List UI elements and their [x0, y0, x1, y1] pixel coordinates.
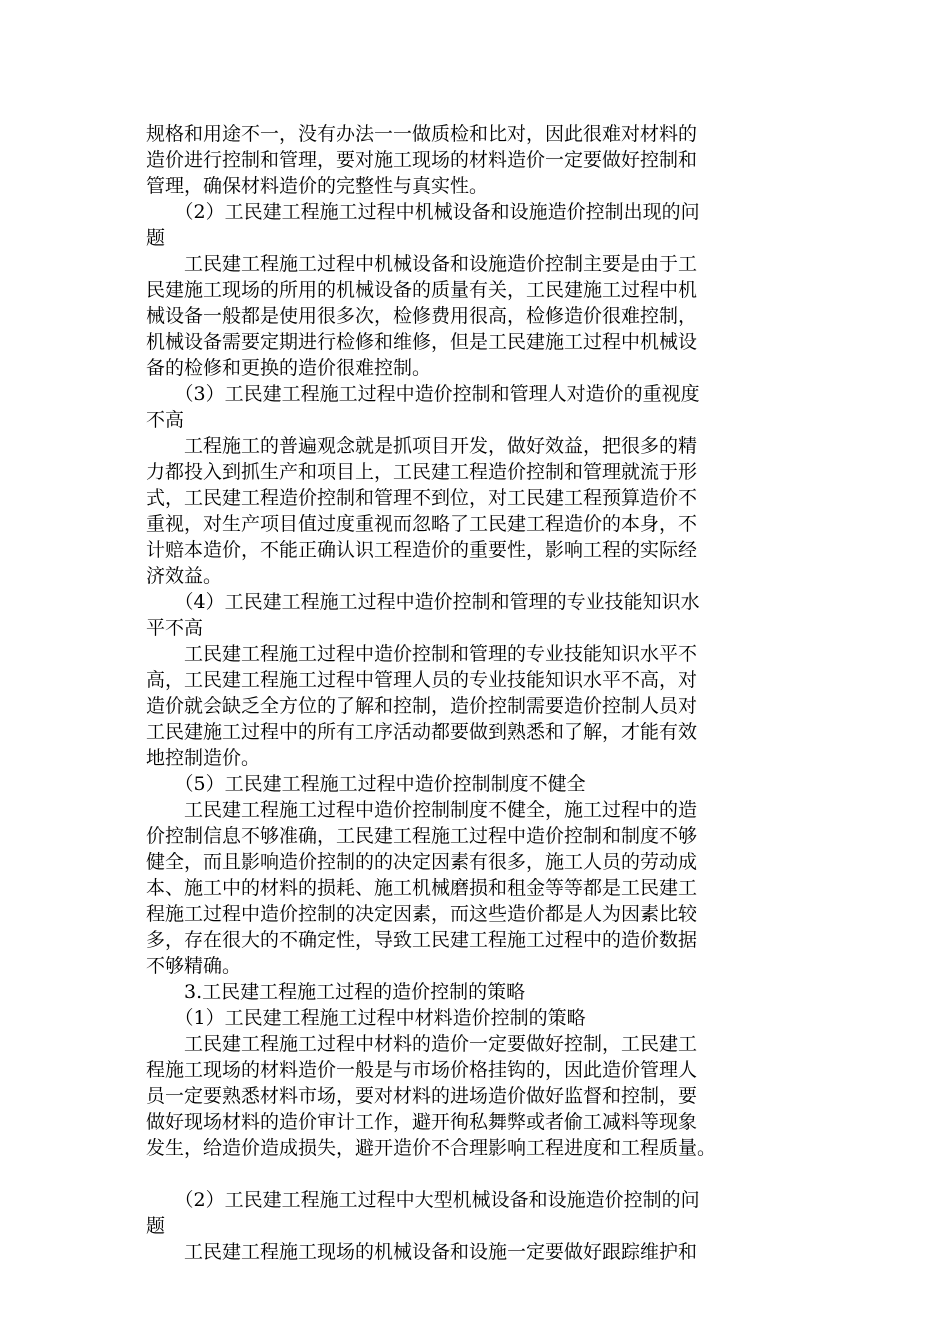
- text-line: （5）工民建工程施工过程中造价控制制度不健全: [146, 773, 586, 795]
- text-line: 程施工现场的材料造价一般是与市场价格挂钩的，因此造价管理人: [146, 1059, 698, 1081]
- text-line: 3.工民建工程施工过程的造价控制的策略: [146, 981, 526, 1003]
- text-line: 员一定要熟悉材料市场，要对材料的进场造价做好监督和控制，要: [146, 1085, 698, 1107]
- text-line: （2）工民建工程施工过程中机械设备和设施造价控制出现的问: [146, 201, 700, 223]
- text-line: 工程施工的普遍观念就是抓项目开发，做好效益，把很多的精: [146, 435, 698, 457]
- text-line: 济效益。: [146, 565, 223, 587]
- text-line: 械设备一般都是使用很多次，检修费用很高，检修造价很难控制，: [146, 305, 698, 327]
- text-line: 不够精确。: [146, 955, 242, 977]
- text-line: 题: [146, 227, 166, 249]
- text-line: （1）工民建工程施工过程中材料造价控制的策略: [146, 1007, 586, 1029]
- text-line: 多，存在很大的不确定性，导致工民建工程施工过程中的造价数据: [146, 929, 698, 951]
- text-line: 规格和用途不一，没有办法一一做质检和比对，因此很难对材料的: [146, 123, 698, 145]
- text-line: （3）工民建工程施工过程中造价控制和管理人对造价的重视度: [146, 383, 700, 405]
- text-line: 机械设备需要定期进行检修和维修，但是工民建施工过程中机械设: [146, 331, 698, 353]
- text-line: 不高: [146, 409, 185, 431]
- text-line: 备的检修和更换的造价很难控制。: [146, 357, 432, 379]
- text-line: 价控制信息不够准确，工民建工程施工过程中造价控制和制度不够: [146, 825, 698, 847]
- text-line: 造价就会缺乏全方位的了解和控制，造价控制需要造价控制人员对: [146, 695, 698, 717]
- text-line: 力都投入到抓生产和项目上，工民建工程造价控制和管理就流于形: [146, 461, 698, 483]
- text-line: 做好现场材料的造价审计工作，避开徇私舞弊或者偷工减料等现象: [146, 1111, 698, 1133]
- text-line: 发生，给造价造成损失，避开造价不合理影响工程进度和工程质量。: [146, 1137, 717, 1159]
- text-line: 式，工民建工程造价控制和管理不到位，对工民建工程预算造价不: [146, 487, 698, 509]
- text-line: 工民建工程施工现场的机械设备和设施一定要做好跟踪维护和: [146, 1241, 698, 1263]
- text-line: 健全，而且影响造价控制的的决定因素有很多，施工人员的劳动成: [146, 851, 698, 873]
- text-line: 造价进行控制和管理，要对施工现场的材料造价一定要做好控制和: [146, 149, 698, 171]
- text-line: 本、施工中的材料的损耗、施工机械磨损和租金等等都是工民建工: [146, 877, 698, 899]
- text-line: 工民建施工过程中的所有工序活动都要做到熟悉和了解，才能有效: [146, 721, 698, 743]
- text-line: 题: [146, 1215, 166, 1237]
- text-line: （2）工民建工程施工过程中大型机械设备和设施造价控制的问: [146, 1189, 700, 1211]
- text-line: 高，工民建工程施工过程中管理人员的专业技能知识水平不高，对: [146, 669, 698, 691]
- text-line: 计赔本造价，不能正确认识工程造价的重要性，影响工程的实际经: [146, 539, 698, 561]
- text-line: 程施工过程中造价控制的决定因素，而这些造价都是人为因素比较: [146, 903, 698, 925]
- text-line: 民建施工现场的所用的机械设备的质量有关，工民建施工过程中机: [146, 279, 698, 301]
- text-line: 工民建工程施工过程中造价控制制度不健全，施工过程中的造: [146, 799, 698, 821]
- text-line: 管理，确保材料造价的完整性与真实性。: [146, 175, 489, 197]
- text-line: 地控制造价。: [146, 747, 261, 769]
- text-line: 平不高: [146, 617, 204, 639]
- text-line: 重视，对生产项目值过度重视而忽略了工民建工程造价的本身，不: [146, 513, 698, 535]
- text-line: 工民建工程施工过程中造价控制和管理的专业技能知识水平不: [146, 643, 698, 665]
- text-line: （4）工民建工程施工过程中造价控制和管理的专业技能知识水: [146, 591, 700, 613]
- text-line: 工民建工程施工过程中材料的造价一定要做好控制，工民建工: [146, 1033, 698, 1055]
- text-line: 工民建工程施工过程中机械设备和设施造价控制主要是由于工: [146, 253, 698, 275]
